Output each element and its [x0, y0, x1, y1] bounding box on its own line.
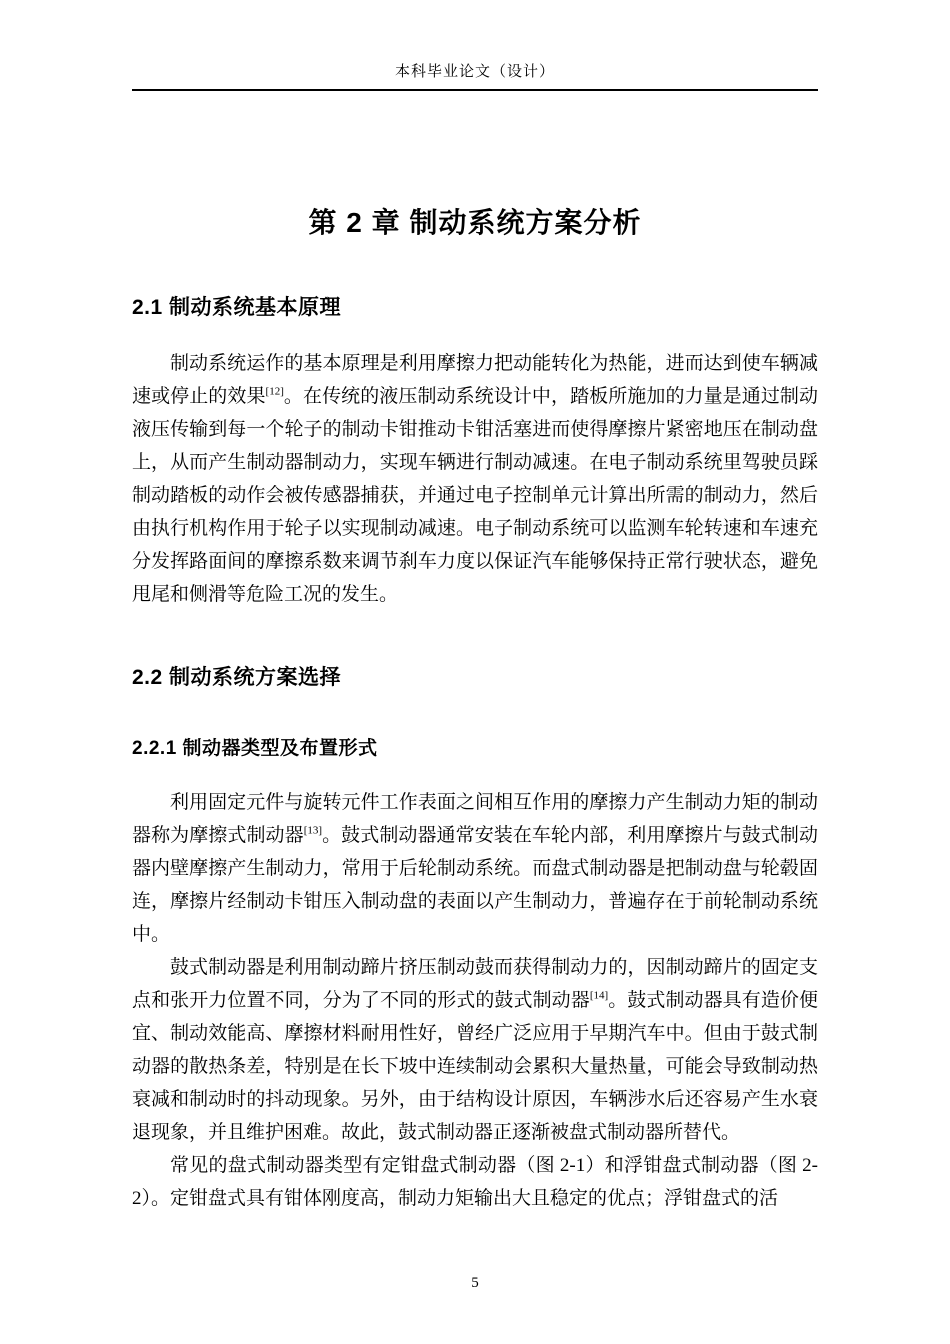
page-number: 5: [471, 1275, 479, 1291]
section-heading-2-2: 2.2 制动系统方案选择: [132, 666, 342, 689]
text-run: 鼓式制动器是利用制动蹄片挤压制动鼓而获得制动力的，因制动蹄片的固定支点和张开力位置不同，分为了不同的形式的鼓式制动器: [132, 957, 818, 1011]
chapter-title: 第 2 章 制动系统方案分析: [308, 207, 642, 238]
citation-ref: [14]: [589, 989, 609, 1002]
subsection-heading-2-2-1: 2.2.1 制动器类型及布置形式: [132, 738, 378, 759]
text-run: 常见的盘式制动器类型有定钳盘式制动器（图 2-1）和浮钳盘式制动器（图 2-2）。定钳盘式具有钳体刚度高，制动力矩输出大且稳定的优点；浮钳盘式的活: [132, 1155, 818, 1209]
body-paragraph-friction-brakes: [132, 786, 818, 951]
body-paragraph-principles: [132, 347, 818, 611]
body-paragraph-disc-brake-types: [132, 1149, 818, 1215]
running-header-title: 本科毕业论文（设计）: [394, 64, 555, 80]
text-run: 制动系统运作的基本原理是利用摩擦力把动能转化为热能，进而达到使车辆减速或停止的效果: [132, 353, 818, 407]
citation-ref: [13]: [303, 824, 323, 837]
text-run: 。在传统的液压制动系统设计中，踏板所施加的力量是通过制动液压传输到每一个轮子的制动卡钳推动卡钳活塞进而使得摩擦片紧密地压在制动盘上，从而产生制动器制动力，实现车辆进行制动减速。在电子制动系统里驾驶员踩制动踏板的动作会被传感器捕获，并通过电子控制单元计算出所需的制动力，然后由执行机构作用于轮子以实现制动减速。电子制动系统可以监测车轮转速和车速充分发挥路面间的摩擦系数来调节刹车力度以保证汽车能够保持正常行驶状态，避免甩尾和侧滑等危险工况的发生。: [132, 386, 818, 605]
running-header: [132, 0, 818, 91]
text-run: 利用固定元件与旋转元件工作表面之间相互作用的摩擦力产生制动力矩的制动器称为摩擦式制动器: [132, 792, 818, 846]
text-run: 。鼓式制动器通常安装在车轮内部，利用摩擦片与鼓式制动器内壁摩擦产生制动力，常用于后轮制动系统。而盘式制动器是把制动盘与轮毂固连，摩擦片经制动卡钳压入制动盘的表面以产生制动力，普遍存在于前轮制动系统中。: [132, 825, 818, 945]
text-run: 。鼓式制动器具有造价便宜、制动效能高、摩擦材料耐用性好，曾经广泛应用于早期汽车中。但由于鼓式制动器的散热条差，特别是在长下坡中连续制动会累积大量热量，可能会导致制动热衰减和制动时的抖动现象。另外，由于结构设计原因，车辆涉水后还容易产生水衰退现象，并且维护困难。故此，鼓式制动器正逐渐被盘式制动器所替代。: [132, 990, 818, 1143]
citation-ref: [12]: [265, 385, 284, 398]
section-heading-2-1: 2.1 制动系统基本原理: [132, 296, 342, 319]
body-paragraph-drum-brakes: [132, 951, 818, 1149]
